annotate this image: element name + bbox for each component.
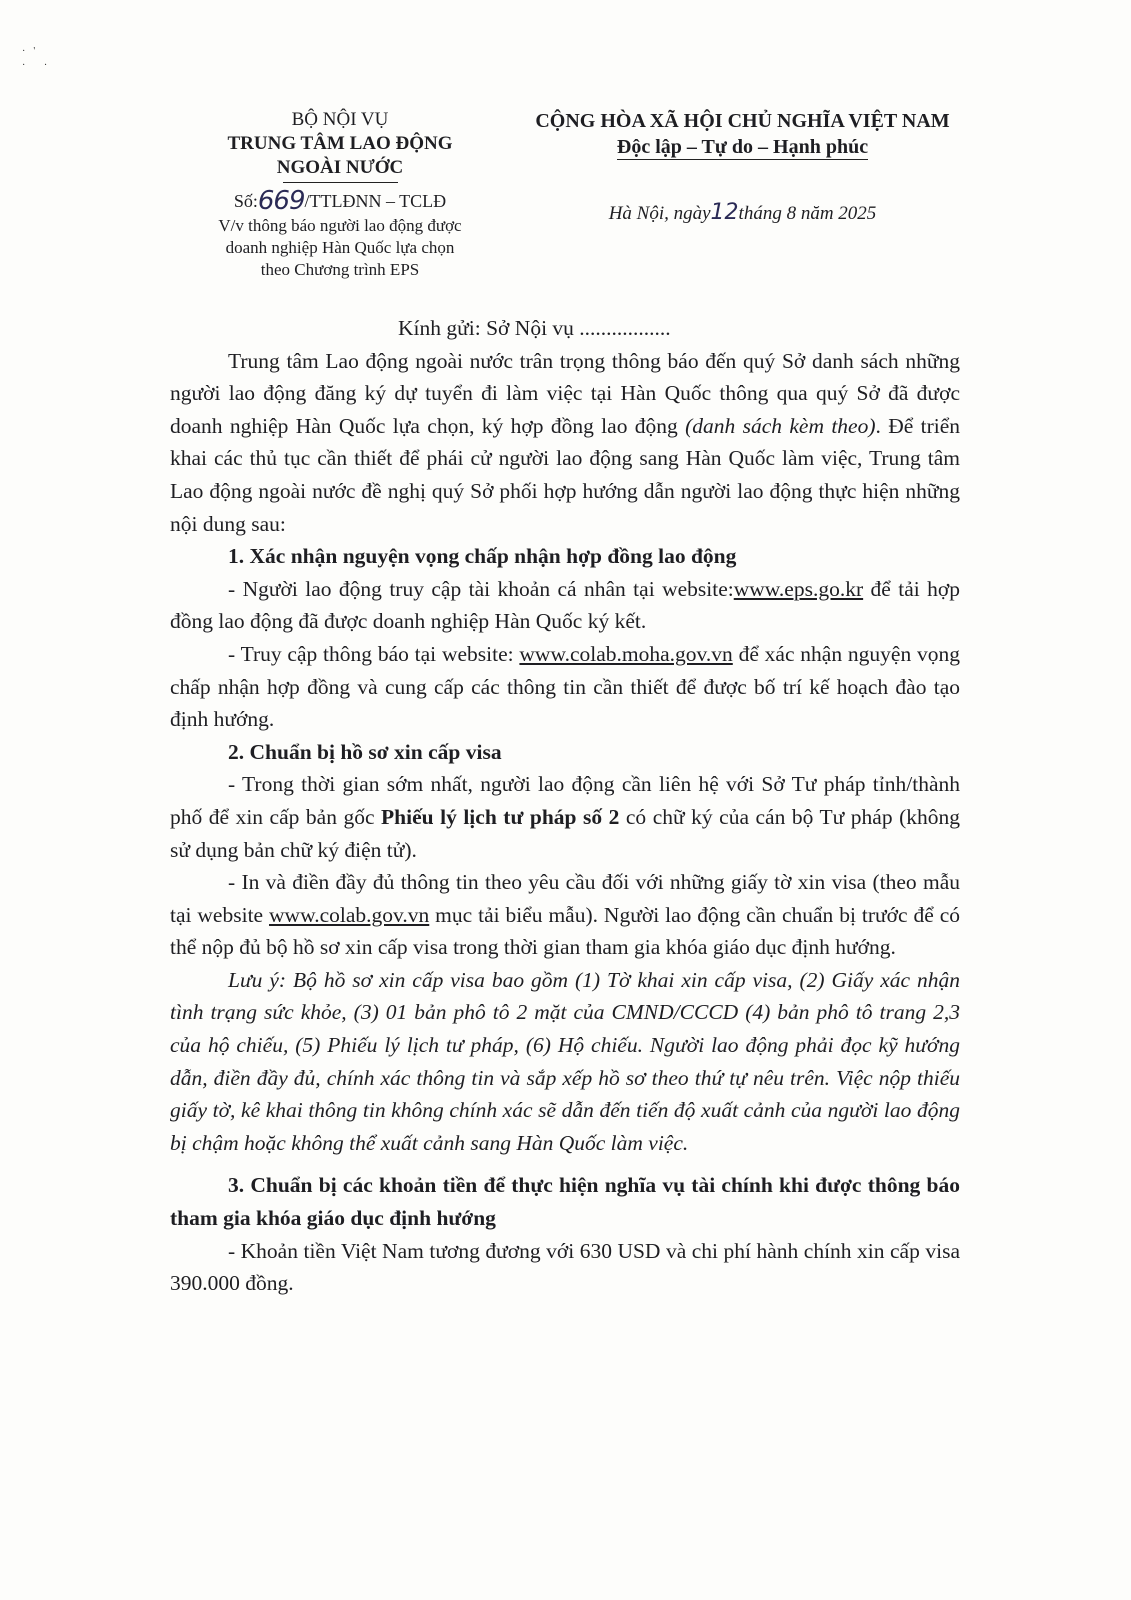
subject-line: [190, 215, 490, 281]
date-line: [520, 200, 965, 225]
s2-p2-text-b: mục tải biểu mẫu). Người lao động cần chuẩn bị trước để có thể nộp đủ bộ hồ sơ xin cấp visa trong thời gian tham gia khóa giáo dục định hướng.: [170, 902, 960, 960]
greeting: Kính gửi: Sở Nội vụ .................: [398, 316, 671, 340]
visa-note: Lưu ý: Bộ hồ sơ xin cấp visa bao gồm (1) Tờ khai xin cấp visa, (2) Giấy xác nhận tình trạng sức khỏe, (3) 01 bản phô tô 2 mặt của CMND/CCCD (4) bản phô tô trang 2,3 của hộ chiếu, (5) Phiếu lý lịch tư pháp, (6) Hộ chiếu. Người lao động phải đọc kỹ hướng dẫn, điền đầy đủ, chính xác thông tin và sắp xếp hồ sơ theo thứ tự nêu trên. Việc nộp thiếu giấy tờ, kê khai thông tin không chính xác sẽ dẫn đến tiến độ xuất cảnh của người lao động bị chậm hoặc không thể xuất cảnh sang Hàn Quốc làm việc.: [170, 967, 960, 1155]
doc-number-prefix: Số:: [233, 191, 258, 211]
intro-italic: (danh sách kèm theo): [685, 413, 876, 438]
doc-number-handwritten: 669: [257, 186, 305, 216]
section-1-para-2: [170, 638, 960, 736]
nation-motto: [520, 134, 965, 160]
subject-line-2: doanh nghiệp Hàn Quốc lựa chọn: [225, 238, 455, 257]
section-2-title: 2. Chuẩn bị hồ sơ xin cấp visa: [228, 739, 502, 764]
date-prefix: Hà Nội, ngày: [608, 203, 711, 224]
center-name-line2: NGOÀI NƯỚC: [276, 157, 404, 178]
s1-p1-text-b: để tải hợp đồng lao động đã được doanh nghiệp Hàn Quốc ký kết.: [170, 576, 961, 634]
s1-p1-text-a: - Người lao động truy cập tài khoản cá nhân tại website:: [228, 576, 734, 601]
scan-specks: ·' · ·: [22, 46, 56, 71]
colab-website-link[interactable]: www.colab.gov.vn: [269, 902, 430, 927]
s2-p2-text-a: - In và điền đầy đủ thông tin theo yêu cầu đối với những giấy tờ xin visa (theo mẫu tại website: [170, 870, 960, 927]
date-suffix: tháng 8 năm 2025: [738, 203, 877, 224]
date-day-handwritten: 12: [710, 200, 739, 225]
center-name-line1: TRUNG TÂM LAO ĐỘNG: [227, 133, 453, 154]
document-number: [190, 186, 490, 216]
section-2-para-1: [170, 768, 960, 866]
intro-text: Trung tâm Lao động ngoài nước trân trọng thông báo đến quý Sở danh sách những người lao động đăng ký dự tuyển đi làm việc tại Hàn Quốc thông qua quý Sở đã được doanh nghiệp Hàn Quốc lựa chọn, ký hợp đồng lao động: [170, 348, 960, 438]
intro-text-2: . Để triển khai các thủ tục cần thiết để phái cử người lao động sang Hàn Quốc làm việc, Trung tâm Lao động ngoài nước đề nghị quý Sở phối hợp hướng dẫn người lao động thực hiện những nội dung sau:: [170, 413, 961, 536]
ministry-name: BỘ NỘI VỤ: [291, 109, 389, 130]
subject-line-1: V/v thông báo người lao động được: [218, 216, 462, 235]
issuing-agency-block: [190, 108, 490, 281]
s1-p2-text-b: để xác nhận nguyện vọng chấp nhận hợp đồng và cung cấp các thông tin cần thiết để được bố trí kế hoạch đào tạo định hướng.: [170, 641, 960, 732]
intro-paragraph: [170, 345, 960, 541]
s1-p2-text-a: - Truy cập thông báo tại website:: [228, 641, 520, 666]
agency-divider: [283, 182, 398, 183]
section-2-para-2: [170, 866, 960, 964]
s2-p1-text-b: có chữ ký của cán bộ Tư pháp (không sử dụng bản chữ ký điện tử).: [170, 804, 960, 862]
national-header-block: [520, 108, 965, 225]
document-body: [170, 312, 960, 1300]
s2-p1-text-a: - Trong thời gian sớm nhất, người lao động cần liên hệ với Sở Tư pháp tỉnh/thành phố để xin cấp bản gốc: [170, 772, 960, 829]
doc-number-suffix: /TTLĐNN – TCLĐ: [304, 191, 447, 211]
nation-title: CỘNG HÒA XÃ HỘI CHỦ NGHĨA VIỆT NAM: [535, 110, 950, 132]
subject-line-3: theo Chương trình EPS: [260, 260, 420, 279]
section-3-para-1: - Khoản tiền Việt Nam tương đương với 630 USD và chi phí hành chính xin cấp visa 390.000 đồng.: [170, 1238, 960, 1296]
document-header: [0, 108, 1131, 298]
s2-p1-bold: Phiếu lý lịch tư pháp số 2: [381, 804, 620, 829]
section-1-para-1: [170, 573, 960, 638]
section-1-title: 1. Xác nhận nguyện vọng chấp nhận hợp đồng lao động: [228, 544, 737, 569]
section-3-title: 3. Chuẩn bị các khoản tiền để thực hiện nghĩa vụ tài chính khi được thông báo tham gia khóa giáo dục định hướng: [170, 1173, 960, 1231]
eps-website-link[interactable]: www.eps.go.kr: [733, 576, 864, 601]
motto-text: Độc lập – Tự do – Hạnh phúc: [616, 136, 869, 158]
colab-moha-link[interactable]: www.colab.moha.gov.vn: [519, 641, 733, 666]
